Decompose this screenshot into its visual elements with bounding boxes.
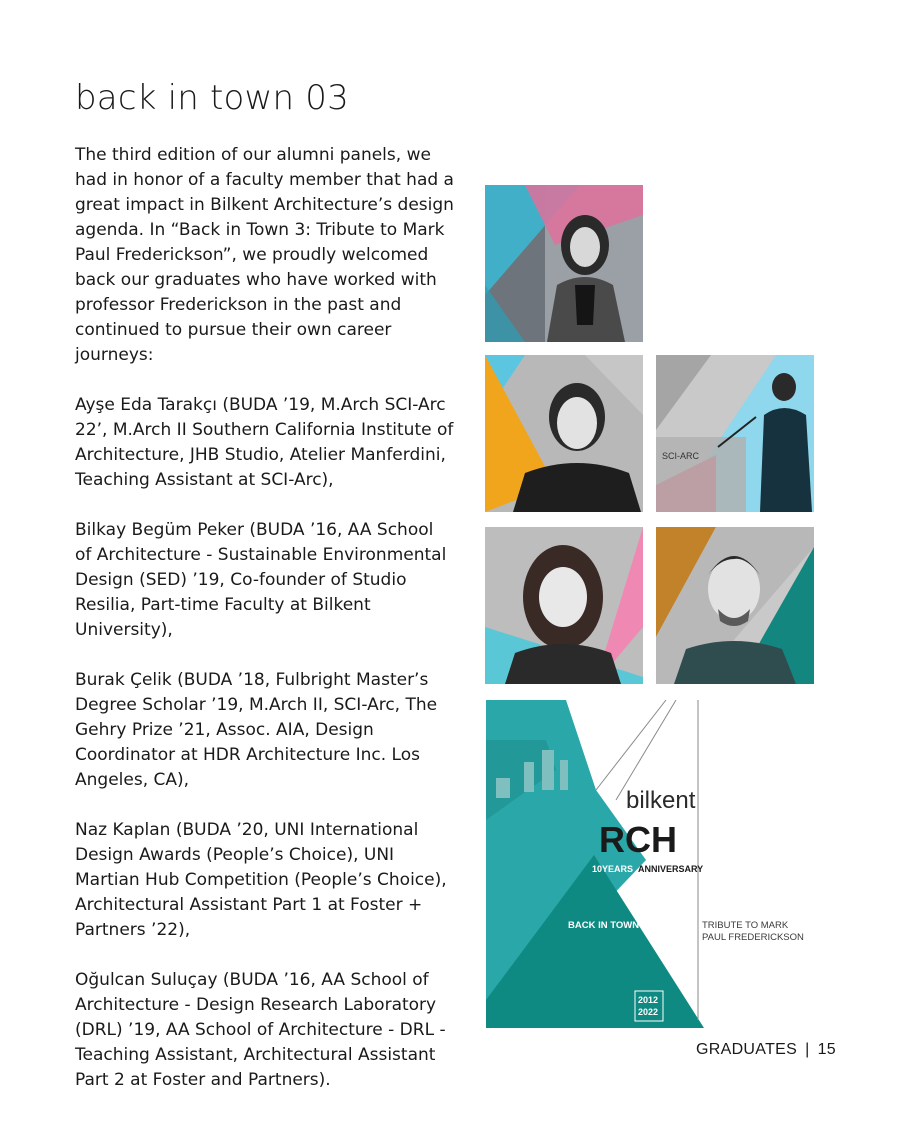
alumni-entry: Bilkay Begüm Peker (BUDA ’16, AA School of Architecture - Sustainable Environmental Design (SED) ’19, Co-founder of Studio Resilia, Part-time Faculty at Bilkent University), <box>75 520 447 640</box>
footer-section: GRADUATES <box>696 1041 798 1058</box>
poster-year-start: 2012 <box>638 995 659 1005</box>
poster-brand: bilkent <box>626 787 696 814</box>
alumnus-photo <box>656 527 814 684</box>
alumna-photo-3 <box>485 527 643 684</box>
alumni-entry: Oğulcan Suluçay (BUDA ’16, AA School of Architecture - Design Research Laboratory (DRL) ’19, AA School of Architecture - DRL - Teaching Assistant, Architectural Assistant Part 2 at Foster and Partners). <box>75 970 446 1090</box>
alumni-entry: Naz Kaplan (BUDA ’20, UNI International Design Awards (People’s Choice), UNI Martian Hub Competition (People’s Choice), Architectural Assistant Part 1 at Foster + Partners ’22), <box>75 820 447 940</box>
poster-arch: RCH <box>599 819 677 860</box>
alumna-photo-1 <box>485 185 643 342</box>
speaker-photo <box>656 355 814 512</box>
poster-tribute-line-2: PAUL FREDERICKSON <box>702 932 804 943</box>
poster-series: BACK IN TOWN SERIES III: <box>568 920 691 931</box>
page-footer <box>696 1041 836 1059</box>
poster-tribute-line-1: TRIBUTE TO MARK <box>702 920 789 931</box>
poster-year-end: 2022 <box>638 1007 659 1017</box>
page-title: back in town 03 <box>75 78 349 118</box>
alumna-photo-2 <box>485 355 643 512</box>
poster-anniversary: ANNIVERSARY <box>638 864 704 874</box>
intro-paragraph: The third edition of our alumni panels, we had in honor of a faculty member that had a great impact in Bilkent Architecture’s design agenda. In “Back in Town 3: Tribute to Mark Paul Frederickson”, we proudly welcomed back our graduates who have worked with professor Frederickson in the past and continued to pursue their own career journeys: <box>75 145 454 365</box>
alumni-entry: Ayşe Eda Tarakçı (BUDA ’19, M.Arch SCI-Arc 22’, M.Arch II Southern California Institute of Architecture, JHB Studio, Atelier Manferdini, Teaching Assistant at SCI-Arc), <box>75 395 454 490</box>
page-number: 15 <box>817 1041 836 1058</box>
body-text <box>75 143 455 1118</box>
event-poster <box>486 700 816 1028</box>
scia-arc-sign: SCI-ARC <box>662 451 700 461</box>
poster-years: 10YEARS <box>592 864 634 874</box>
footer-separator: | <box>805 1041 810 1058</box>
alumni-entry: Burak Çelik (BUDA ’18, Fulbright Master’s Degree Scholar ’19, M.Arch II, SCI-Arc, The Gehry Prize ’21, Assoc. AIA, Design Coordinator at HDR Architecture Inc. Los Angeles, CA), <box>75 670 438 790</box>
